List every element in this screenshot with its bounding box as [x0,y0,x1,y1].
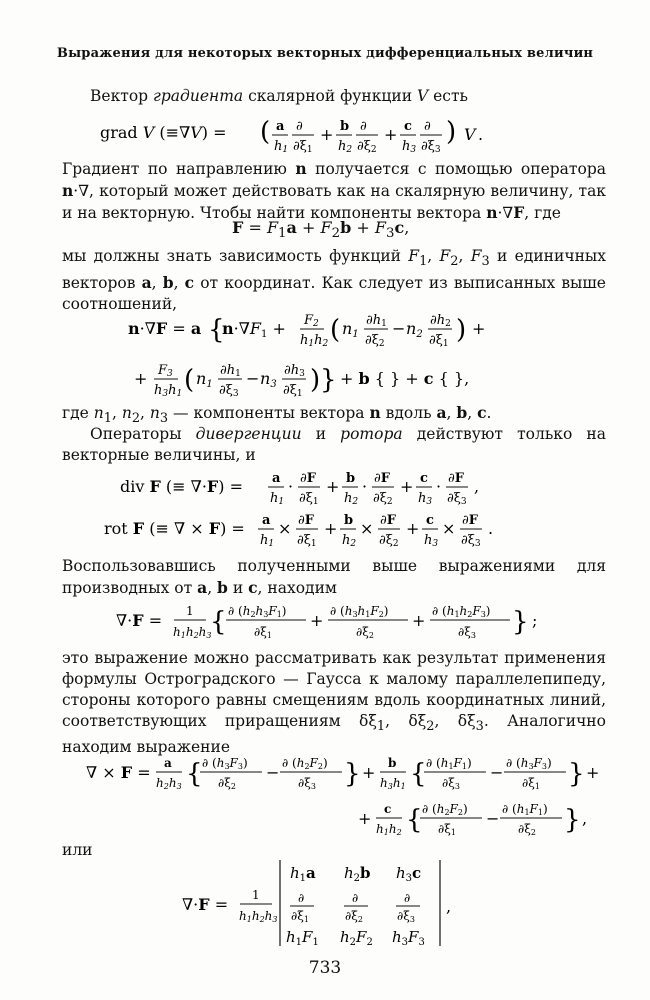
svg-text:∂ξ3: ∂ξ3 [298,776,316,791]
svg-text:∂h2: ∂h2 [430,313,451,329]
svg-text:+: + [384,125,398,144]
svg-text:{: { [406,805,423,835]
svg-text:∂ξ2: ∂ξ2 [373,491,393,507]
paragraph-directional-gradient: Градиент по направлению n получается с помощью оператора n·∇, который может действовать как на скалярную величину, так и на векторную. Чтобы найти компоненты вектора n·∇F, где [62,159,606,222]
svg-text:∂ξ3: ∂ξ3 [447,491,467,507]
svg-text:V: V [464,125,476,144]
svg-text:F2: F2 [304,313,319,329]
svg-text:∂ (h3F3): ∂ (h3F3) [506,756,552,771]
svg-text:(: ( [184,365,195,395]
svg-text:b: b [346,471,356,486]
svg-text:∂F: ∂F [300,471,316,486]
svg-text:·: · [436,477,442,496]
svg-text:.: . [478,125,484,144]
svg-text:(: ( [260,117,271,147]
svg-text:∂ (h1F1): ∂ (h1F1) [502,802,548,817]
svg-text:∂: ∂ [296,119,303,134]
svg-text:∂F: ∂F [298,513,314,528]
svg-text:h3F3: $h_3F_3$ [392,928,425,948]
paragraph-gradient-intro: Вектор градиента скалярной функции V есть [90,87,468,105]
svg-text:h2: h2 [342,533,357,549]
svg-text:∂ (h3h1F2): ∂ (h3h1F2) [330,604,389,619]
svg-text:n2: n2 [406,319,423,340]
svg-text:∂ξ1: ∂ξ1 [293,139,313,155]
svg-text:∂ξ3: ∂ξ3 [461,533,481,549]
svg-text:∂: ∂ [360,119,367,134]
svg-text:h2: h2 [338,139,353,155]
svg-text:}: } [568,759,585,789]
svg-text:∂: ∂ [424,119,431,134]
svg-text:): ) [446,117,457,147]
equation-div [120,466,560,510]
svg-text:n3: n3 [260,369,277,390]
svg-text:h3: h3 [424,533,439,549]
svg-text:rot F (≡ ∇ × F) =: rot F (≡ ∇ × F) = [104,519,245,538]
paragraph-dependence: мы должны знать зависимость функций $F_1$, $F_2$, $F_3$ и единичных векторов a, b, c от координат. Как следует из выписанных выше соотношений, [62,247,607,314]
svg-text:∂ξ1: ∂ξ1 [522,776,540,791]
svg-text:c: c [384,802,392,816]
svg-text:−: − [246,369,260,388]
svg-text:}: } [564,805,581,835]
svg-text:b: b [344,513,354,528]
svg-text:∂ξ1: ∂ξ1 [438,822,456,837]
svg-text:∇ × F =: ∇ × F = [86,763,151,782]
svg-text:+: + [586,763,600,782]
svg-text:h2h3: h2h3 [156,776,182,791]
svg-text:h1: h1 [274,139,289,155]
svg-text:∂ξ1: ∂ξ1 [297,533,317,549]
svg-text:∂h1: ∂h1 [220,363,241,379]
svg-text:×: × [360,519,374,538]
svg-text:+: + [406,519,420,538]
svg-text:∂: ∂ [404,891,411,905]
svg-text:h3h1: h3h1 [380,776,406,791]
svg-text:∂ (h1h2F3): ∂ (h1h2F3) [432,604,491,619]
svg-text:∂ξ2: ∂ξ2 [379,533,399,549]
svg-text:1: 1 [186,604,194,618]
svg-text:−: − [490,763,504,782]
svg-text:1: 1 [252,888,260,902]
svg-text:∂: ∂ [298,891,305,905]
paragraph-components: где $n_1$, $n_2$, $n_3$ — компоненты вектора n вдоль a, b, c. [62,403,492,427]
svg-text:h2b: $h_2b$ [344,864,371,884]
svg-text:∂ (h3F3): ∂ (h3F3) [202,756,248,771]
svg-text:{: { [410,759,427,789]
paragraph-div-rot: Операторы дивергенции и ротора действуют только на векторные величины, и [62,425,606,464]
svg-text:∇·F =: ∇·F = [182,895,229,914]
svg-text:h1: h1 [260,533,275,549]
svg-text:+: + [326,477,340,496]
svg-text:}: } [344,759,361,789]
svg-text:a: a [272,471,281,486]
svg-text:c: c [420,471,428,486]
svg-text:+: + [400,477,414,496]
svg-text:c: c [404,119,412,134]
svg-text:div F (≡ ∇·F) =: div F (≡ ∇·F) = [120,477,244,496]
svg-text:∂h1: ∂h1 [366,313,387,329]
svg-text:h1F1: $h_1F_1$ [286,928,319,948]
svg-text:h1a: $h_1a$ [290,864,316,884]
svg-text:∂ξ1: ∂ξ1 [254,625,272,640]
svg-text:∂ξ2: ∂ξ2 [357,139,377,155]
svg-text:h1h2: h1h2 [376,822,402,837]
svg-text:{: { [186,759,203,789]
svg-text:∂ξ3: ∂ξ3 [421,139,441,155]
svg-text:}: } [320,365,337,395]
equation-curl [86,752,606,842]
svg-text:h3: h3 [418,491,433,507]
svg-text:∂h3: ∂h3 [284,363,305,379]
svg-text:∂ξ2: ∂ξ2 [356,625,374,640]
svg-text:×: × [442,519,456,538]
equation-div-explicit [116,598,576,646]
svg-text:h1h2h3: h1h2h3 [173,625,212,640]
equation-grad [100,110,540,156]
svg-text:+: + [134,369,148,388]
svg-text:a: a [164,756,172,770]
svg-text:+: + [362,763,376,782]
svg-text:): ) [456,315,467,345]
paragraph-or: или [62,841,93,859]
svg-text:c: c [426,513,434,528]
svg-text:(: ( [330,315,341,345]
svg-text:∂F: ∂F [448,471,464,486]
svg-text:∂F: ∂F [462,513,478,528]
svg-text:∂ξ3: ∂ξ3 [458,625,476,640]
svg-text:∂ξ1: ∂ξ1 [291,909,309,924]
svg-text:n·∇F = a: n·∇F = a [128,319,202,338]
equation-n-grad-F [128,308,608,404]
svg-text:.: . [488,519,494,538]
svg-text:+: + [472,319,486,338]
svg-text:{: { [208,315,225,345]
svg-text:∇·F =: ∇·F = [116,611,163,630]
svg-text:b: b [388,756,397,770]
svg-text:∂ξ2: ∂ξ2 [365,333,385,349]
running-header: Выражения для некоторых векторных дифференциальных величин [56,46,594,61]
svg-text:,: , [474,477,480,496]
svg-text:−: − [486,809,500,828]
svg-text:n1: n1 [342,319,359,340]
svg-text:∂ (h1F1): ∂ (h1F1) [426,756,472,771]
svg-text:+: + [358,809,372,828]
svg-text:∂ (h2h3F1): ∂ (h2h3F1) [228,604,287,619]
svg-text:): ) [310,365,321,395]
svg-text:∂ξ2: ∂ξ2 [345,909,363,924]
svg-text:;: ; [532,611,538,630]
page-number: 733 [308,958,342,978]
svg-text:h1h2h3: h1h2h3 [239,909,278,924]
svg-text:F3: F3 [158,363,173,379]
svg-text:,: , [446,897,452,916]
svg-text:a: a [262,513,271,528]
equation-determinant [182,858,482,950]
svg-text:h3c: $h_3c$ [396,864,422,884]
svg-text:h2: h2 [344,491,359,507]
svg-text:+: + [310,611,324,630]
svg-text:b: b [340,119,350,134]
svg-text:∂F: ∂F [380,513,396,528]
svg-text:∂ξ1: ∂ξ1 [283,383,303,399]
svg-text:n·∇F1 +: n·∇F1 + [222,319,286,340]
svg-text:a: a [276,119,285,134]
svg-text:∂ξ2: ∂ξ2 [218,776,236,791]
svg-text:∂ξ2: ∂ξ2 [518,822,536,837]
paragraph-gauss: это выражение можно рассматривать как результат применения формулы Остроградского — Гаусса к малому параллелепипеду, стороны которого равны смещениям вдоль координатных линий, соответствующих приращениям $\delta\xi_1$, $\delta\xi_2$, $\delta\xi_3$. Аналогично находим выражение [62,649,606,757]
svg-text:{: { [210,607,227,637]
svg-text:−: − [266,763,280,782]
svg-text:−: − [392,319,406,338]
svg-text:+: + [324,519,338,538]
paragraph-using-expressions: Воспользовавшись полученными выше выражениями для производных от a, b и c, находим [62,557,606,597]
svg-text:h1: h1 [270,491,285,507]
svg-text:n1: n1 [196,369,213,390]
equation-rot [104,508,564,552]
svg-text:+ b { } + c { },: + b { } + c { }, [340,369,470,388]
svg-text:}: } [512,607,529,637]
svg-text:h3: h3 [402,139,417,155]
svg-text:∂ξ3: ∂ξ3 [397,909,415,924]
equation-F: $F = F_1a + F_2b + F_3c$, [232,218,410,242]
svg-text:∂F: ∂F [374,471,390,486]
svg-text:,: , [582,809,588,828]
svg-text:∂ξ1: ∂ξ1 [299,491,319,507]
svg-text:·: · [362,477,368,496]
svg-text:∂ξ3: ∂ξ3 [442,776,460,791]
svg-text:∂ (h2F2): ∂ (h2F2) [282,756,328,771]
svg-text:∂: ∂ [352,891,359,905]
svg-text:h3h1: h3h1 [154,383,183,399]
svg-text:grad V (≡∇V) =: grad V (≡∇V) = [100,123,227,142]
svg-text:+: + [412,611,426,630]
svg-text:·: · [288,477,294,496]
svg-text:h1h2: h1h2 [300,333,329,349]
svg-text:∂ξ3: ∂ξ3 [219,383,239,399]
svg-text:∂ξ1: ∂ξ1 [429,333,449,349]
svg-text:×: × [278,519,292,538]
svg-text:∂ (h2F2): ∂ (h2F2) [422,802,468,817]
svg-text:h2F2: $h_2F_2$ [340,928,373,948]
svg-text:+: + [320,125,334,144]
